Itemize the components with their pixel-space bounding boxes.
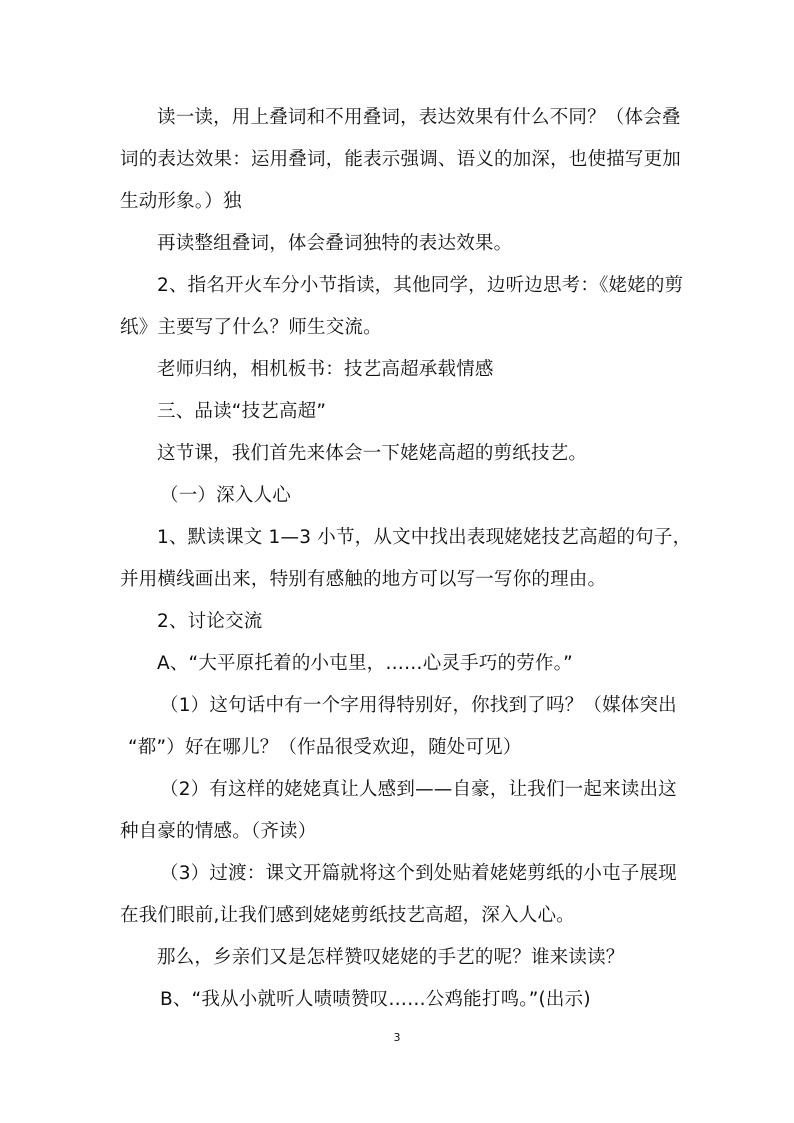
paragraph-line: 读一读，用上叠词和不用叠词，表达效果有什么不同？（体会叠 xyxy=(157,107,681,128)
paragraph-line: 再读整组叠词，体会叠词独特的表达效果。 xyxy=(157,233,513,254)
paragraph-line: 2、讨论交流 xyxy=(157,611,263,632)
paragraph-line: 词的表达效果：运用叠词，能表示强调、语义的加深，也使描写更加 xyxy=(120,149,682,170)
paragraph-line: 种自豪的情感。（齐读） xyxy=(120,821,317,842)
paragraph-line: （3）过渡：课文开篇就将这个到处贴着姥姥剪纸的小屯子展现 xyxy=(160,863,677,884)
paragraph-line: 2、指名开火车分小节指读，其他同学，边听边思考：《姥姥的剪 xyxy=(157,275,684,296)
paragraph-line: 1、默读课文 1—3 小节，从文中找出表现姥姥技艺高超的句子， xyxy=(157,527,692,548)
paragraph-line: A、“大平原托着的小屯里，……心灵手巧的劳作。” xyxy=(157,653,573,674)
section-heading: 三、品读“技艺高超” xyxy=(157,401,327,422)
paragraph-line: 这节课，我们首先来体会一下姥姥高超的剪纸技艺。 xyxy=(157,443,588,464)
paragraph-line: 生动形象。）独 xyxy=(120,191,242,212)
paragraph-line: “都”）好在哪儿？（作品很受欢迎，随处可见） xyxy=(128,737,522,758)
paragraph-line: 那么，乡亲们又是怎样赞叹姥姥的手艺的呢？谁来读读？ xyxy=(157,947,625,968)
paragraph-line: （2）有这样的姥姥真让人感到——自豪，让我们一起来读出这 xyxy=(160,779,677,800)
paragraph-line: B、“我从小就听人啧啧赞叹……公鸡能打鸣。”(出示) xyxy=(160,989,591,1010)
paragraph-line: （1）这句话中有一个字用得特别好，你找到了吗？（媒体突出 xyxy=(160,695,677,716)
subsection-heading: （一）深入人心 xyxy=(160,485,291,506)
page-number: 3 xyxy=(393,1031,401,1044)
paragraph-line: 纸》主要写了什么？师生交流。 xyxy=(120,317,382,338)
paragraph-line: 老师归纳，相机板书：技艺高超承载情感 xyxy=(157,359,494,380)
paragraph-line: 在我们眼前,让我们感到姥姥剪纸技艺高超，深入人心。 xyxy=(120,905,575,926)
paragraph-line: 并用横线画出来，特别有感触的地方可以写一写你的理由。 xyxy=(120,569,607,590)
